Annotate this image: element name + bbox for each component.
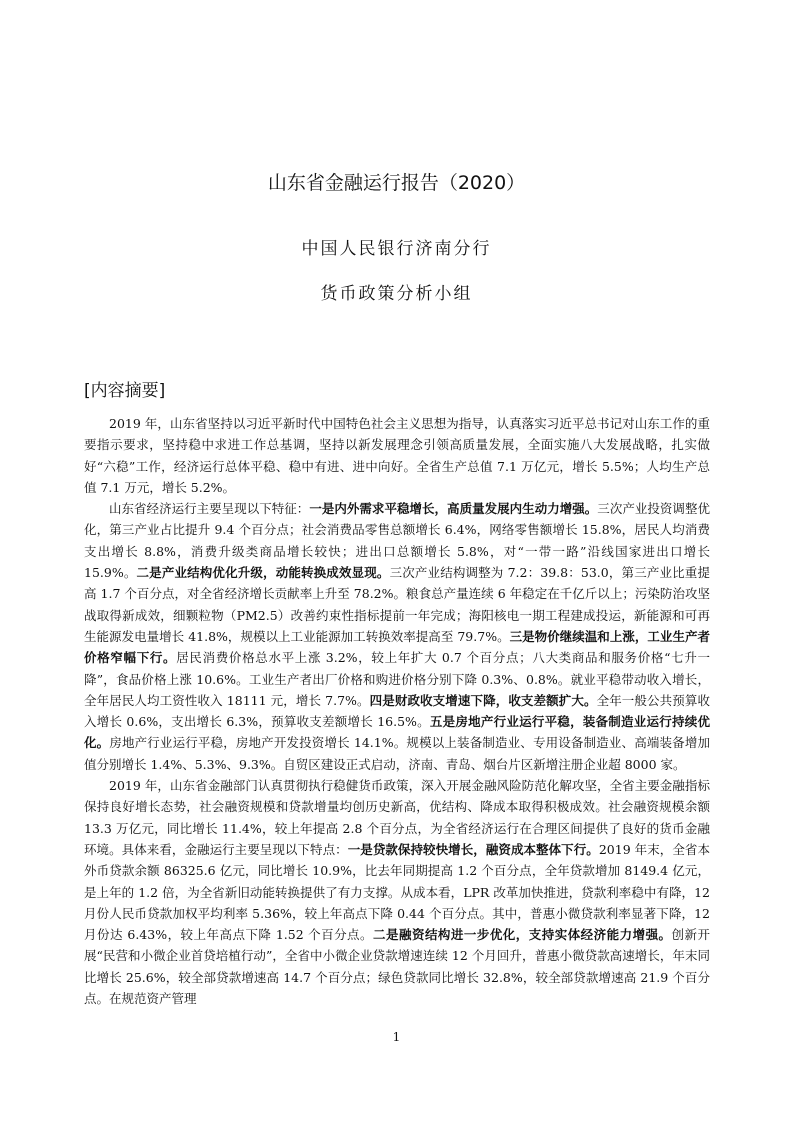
bold-highlight: 二是融资结构进一步优化，支持实体经济能力增强。 [373,927,672,943]
text-run: 三次产业投资调整优化，第三产业占比提升 9.4 个百分点；社会消费品零售总额增长 6.4%，网络零售额增长 15.8%，居民人均消费支出增长 8.8%，消费升级类商品增长较快；进出口总额增长 5.8%，对“一带一路”沿线国家进出口增长 15.9%。 [84,501,710,581]
text-run: 创新开展“民营和小微企业首贷培植行动”，全省中小微企业贷款增速连续 12 个月回升，普惠小微贷款高速增长，年末同比增长 25.6%，较全部贷款增速高 14.7 个百分点；绿色贷款同比增长 32.8%，较全部贷款增速高 21.9 个百分点。在规范资产管理 [84,927,710,1007]
text-run: 居民消费价格总水平上涨 3.2%，较上年扩大 0.7 个百分点；八大类商品和服务价格“七升一降”，食品价格上涨 10.6%。工业生产者出厂价格和购进价格分别下降 0.3%、0.8%。就业平稳带动收入增长，全年居民人均工资性收入 18111 元，增长 7.7%。 [84,650,710,708]
bold-highlight: 三是物价继续温和上涨，工业生产者价格窄幅下行。 [84,628,710,666]
document-title: 山东省金融运行报告（2020） [267,172,526,194]
organization-name: 中国人民银行济南分行 [301,239,492,259]
paragraph [84,498,710,775]
text-run: 2019 年，山东省金融部门认真贯彻执行稳健货币政策，深入开展金融风险防范化解攻坚，全省主要金融指标保持良好增长态势，社会融资规模和贷款增量均创历史新高，优结构、降成本取得积极成效。社会融资规模余额 13.3 万亿元，同比增长 11.4%，较上年提高 2.8 个百分点，为全省经济运行在合理区间提供了良好的货币金融环境。具体来看，金融运行主要呈现以下特点： [84,778,710,857]
text-run: 山东省经济运行主要呈现以下特征： [109,501,310,517]
group-name: 货币政策分析小组 [320,284,473,304]
bold-highlight: 一是贷款保持较快增长，融资成本整体下行。 [347,841,599,857]
paragraph [84,413,710,498]
bold-highlight: 一是内外需求平稳增长，高质量发展内生动力增强。 [309,501,598,517]
text-run: 全年一般公共预算收入增长 0.6%，支出增长 6.3%，预算收支差额增长 16.5%。 [84,692,710,730]
page-number: 1 [392,1030,401,1044]
text-run: 房地产行业运行平稳，房地产开发投资增长 14.1%。规模以上装备制造业、专用设备制造业、高端装备增加值分别增长 1.4%、5.3%、9.3%。自贸区建设正式启动，济南、青岛、烟台片区新增注册企业超 8000 家。 [84,735,710,772]
bold-highlight: 四是财政收支增速下降，收支差额扩大。 [369,692,597,708]
bold-highlight: 二是产业结构优化升级，动能转换成效显现。 [136,565,390,581]
paragraph [84,775,710,1009]
text-run: 三次产业结构调整为 7.2：39.8：53.0，第三产业比重提高 1.7 个百分点，对全省经济增长贡献率上升至 78.2%。粮食总产量连续 6 年稳定在千亿斤以上；污染防治攻坚战取得新成效，细颗粒物（PM2.5）改善约束性指标提前一年完成；海阳核电一期工程建成投运，新能源和可再生能源发电量增长 41.8%，规模以上工业能源加工转换效率提高至 79.7%。 [84,565,710,644]
bold-highlight: 五是房地产行业运行平稳，装备制造业运行持续优化。 [84,714,710,751]
text-run: 2019 年，山东省坚持以习近平新时代中国特色社会主义思想为指导，认真落实习近平总书记对山东工作的重要指示要求，坚持稳中求进工作总基调，坚持以新发展理念引领高质量发展，全面实施八大发展战略，扎实做好“六稳”工作，经济运行总体平稳、稳中有进、进中向好。全省生产总值 7.1 万亿元，增长 5.5%；人均生产总值 7.1 万元，增长 5.2%。 [84,416,710,495]
text-run: 2019 年末，全省本外币贷款余额 86325.6 亿元，同比增长 10.9%，比去年同期提高 1.2 个百分点，全年贷款增加 8149.4 亿元，是上年的 1.2 倍，为全省新旧动能转换提供了有力支撑。从成本看，LPR 改革加快推进，贷款利率稳中有降，12 月份人民币贷款加权平均利率 5.36%，较上年高点下降 0.44 个百分点。其中，普惠小微贷款利率显著下降，12 月份达 6.43%，较上年高点下降 1.52 个百分点。 [84,841,710,943]
section-heading-abstract: [内容摘要] [84,381,166,401]
abstract-body [84,413,710,1009]
